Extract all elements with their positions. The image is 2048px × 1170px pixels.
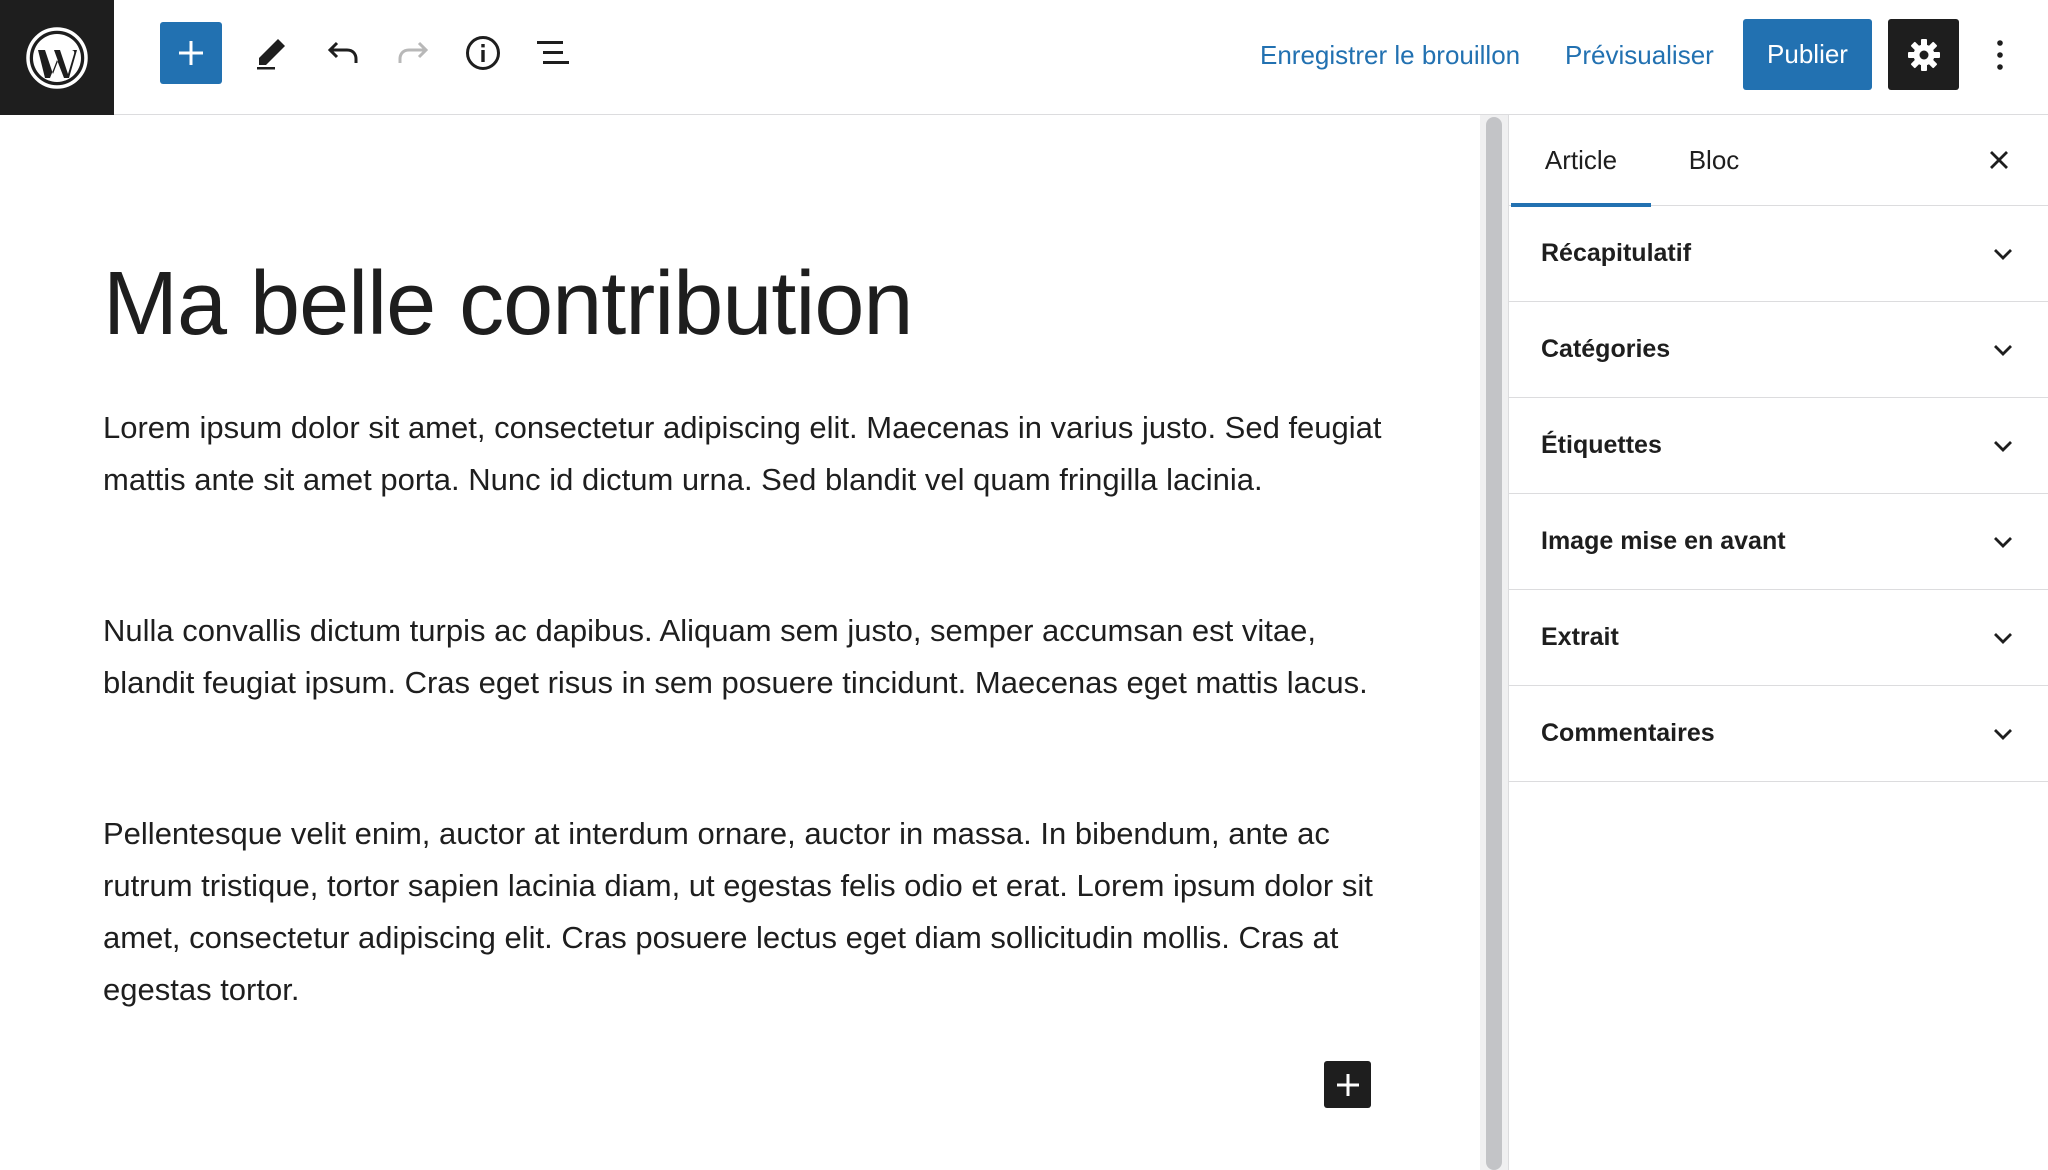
paragraph-block[interactable]: Lorem ipsum dolor sit amet, consectetur adipiscing elit. Maecenas in varius justo. Sed feugiat mattis ante sit amet porta. Nunc id dictum urna. Sed blandit vel quam fringilla lacinia.: [103, 410, 1382, 497]
add-block-button[interactable]: [1324, 1061, 1371, 1108]
preview-button[interactable]: Prévisualiser: [1565, 40, 1714, 70]
close-sidebar-button[interactable]: [1976, 137, 2022, 183]
plus-icon: [176, 38, 206, 68]
more-vertical-icon: [1995, 38, 2005, 72]
paragraph-block[interactable]: Nulla convallis dictum turpis ac dapibus. Aliquam sem justo, semper accumsan est vitae, blandit feugiat ipsum. Cras eget risus in sem posuere tincidunt. Maecenas eget mattis lacus.: [103, 613, 1368, 700]
more-options-button[interactable]: [1980, 30, 2020, 80]
gear-icon: [1907, 38, 1941, 72]
chevron-down-icon: [1990, 433, 2016, 459]
panel-label: Récapitulatif: [1541, 239, 1692, 267]
list-view-button[interactable]: [522, 22, 584, 84]
list-view-icon: [534, 34, 572, 72]
chevron-down-icon: [1990, 337, 2016, 363]
save-draft-button[interactable]: Enregistrer le brouillon: [1260, 40, 1521, 70]
panel-etiquettes[interactable]: [1509, 398, 2048, 494]
tools-button[interactable]: [240, 22, 302, 84]
panel-label: Extrait: [1541, 623, 1619, 651]
plus-icon: [1335, 1072, 1361, 1098]
tab-article[interactable]: Article: [1511, 115, 1651, 206]
post-title[interactable]: Ma belle contribution: [103, 254, 913, 354]
panel-label: Étiquettes: [1541, 431, 1662, 459]
pencil-icon: [253, 35, 289, 71]
chevron-down-icon: [1990, 721, 2016, 747]
undo-icon: [325, 35, 361, 71]
redo-icon: [395, 35, 431, 71]
tab-bloc[interactable]: Bloc: [1688, 145, 1740, 175]
wordpress-logo-icon[interactable]: [0, 0, 114, 115]
sidebar-tabs: [1509, 115, 2048, 206]
chevron-down-icon: [1990, 529, 2016, 555]
panel-image-mise-en-avant[interactable]: [1509, 494, 2048, 590]
details-button[interactable]: [452, 22, 514, 84]
publish-button[interactable]: Publier: [1743, 19, 1872, 90]
undo-button[interactable]: [312, 22, 374, 84]
chevron-down-icon: [1990, 241, 2016, 267]
chevron-down-icon: [1990, 625, 2016, 651]
panel-label: Image mise en avant: [1541, 527, 1786, 555]
editor-header: [0, 0, 2048, 115]
editor-canvas: [0, 115, 1480, 1170]
panel-commentaires[interactable]: [1509, 686, 2048, 782]
panel-recapitulatif[interactable]: [1509, 206, 2048, 302]
close-icon: [1988, 149, 2010, 171]
info-icon: [464, 34, 502, 72]
panel-label: Commentaires: [1541, 719, 1715, 747]
redo-button[interactable]: [382, 22, 444, 84]
editor-scrollbar-thumb[interactable]: [1486, 117, 1502, 1170]
paragraph-block[interactable]: Pellentesque velit enim, auctor at interdum ornare, auctor in massa. In bibendum, ante ac rutrum tristique, tortor sapien lacinia diam, ut egestas felis odio et erat. Lorem ipsum dolor sit amet, consectetur adipiscing elit. Cras posuere lectus eget diam sollicitudin mollis. Cras at egestas tortor.: [103, 816, 1373, 1007]
block-inserter-button[interactable]: [160, 22, 222, 84]
panel-label: Catégories: [1541, 335, 1671, 363]
settings-button[interactable]: [1888, 19, 1959, 90]
panel-extrait[interactable]: [1509, 590, 2048, 686]
settings-sidebar: [1508, 115, 2048, 1170]
panel-categories[interactable]: [1509, 302, 2048, 398]
